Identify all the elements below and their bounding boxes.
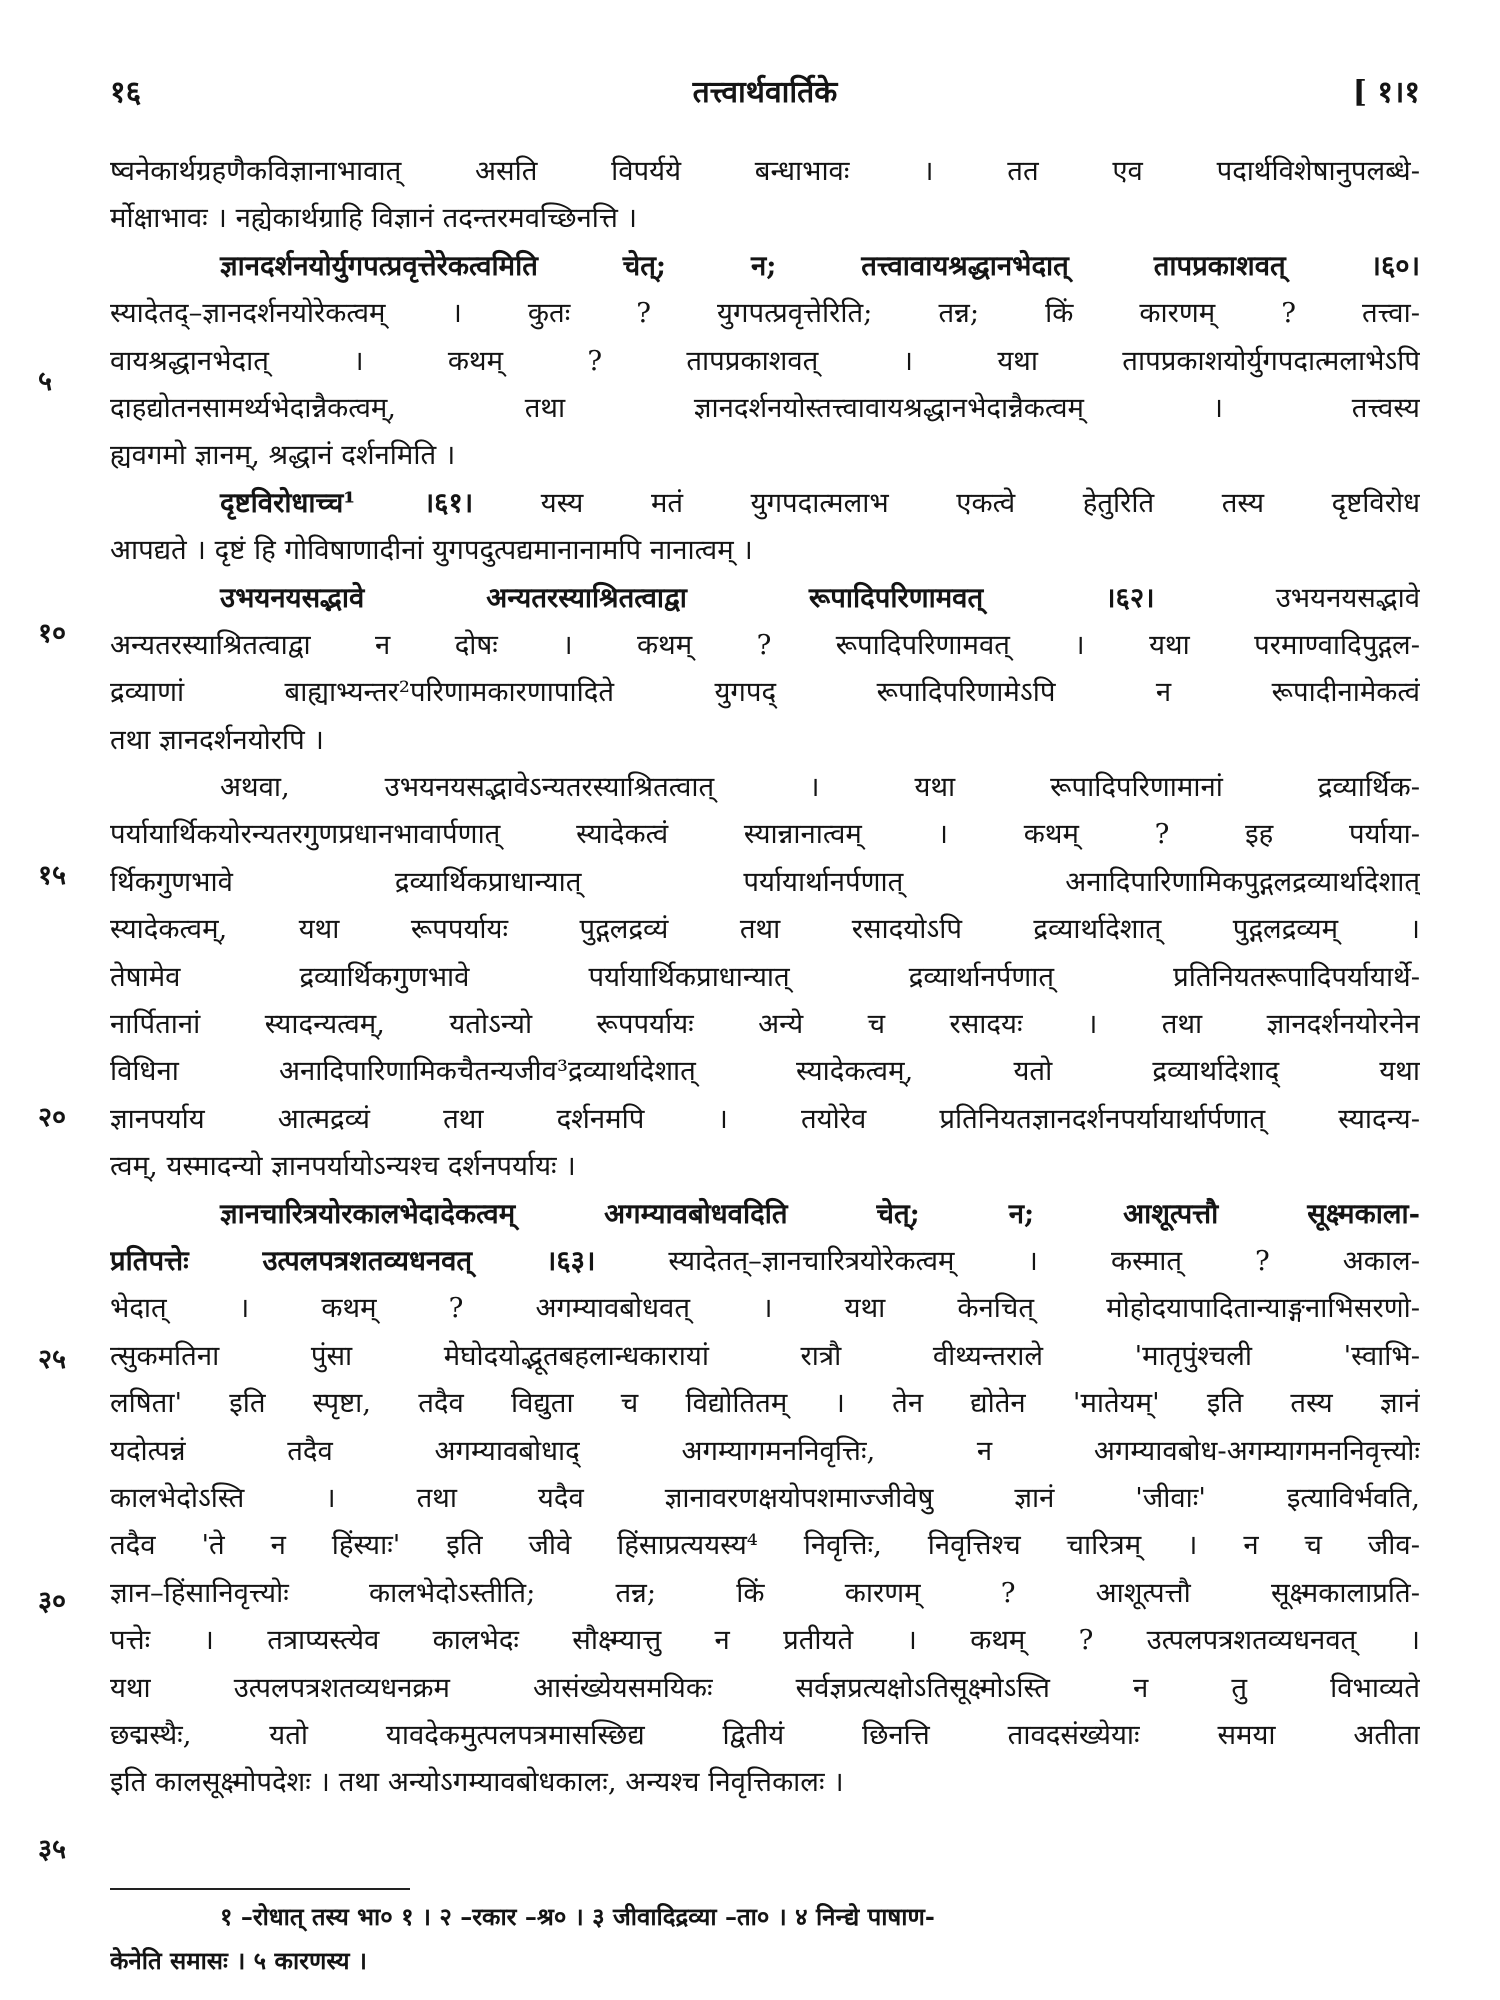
margin-line-number: ३५ — [38, 1834, 67, 1865]
text-line: तेषामेव द्रव्यार्थिकगुणभावे पर्यायार्थिकप्राधान्यात् द्रव्यार्थानर्पणात् प्रतिनियतरूपादिपर्यायार्थे- — [110, 960, 1420, 993]
text-line: छद्मस्थैः, यतो यावदेकमुत्पलपत्रमासस्छिद्य द्वितीयं छिनत्ति तावदसंख्येयाः समया अतीता — [110, 1718, 1420, 1751]
text-line: र्मोक्षाभावः । नह्येकार्थग्राहि विज्ञानं तदन्तरमवच्छिनत्ति । — [110, 202, 638, 235]
margin-line-number: ५ — [38, 366, 53, 397]
footnote-line: केनेति समासः । ५ कारणस्य । — [110, 1946, 368, 1975]
text-line: ज्ञानपर्याय आत्मद्रव्यं तथा दर्शनमपि । तयोरेव प्रतिनियतज्ञानदर्शनपर्यायार्थार्पणात् स्यादन्य- — [110, 1102, 1420, 1135]
footnotes — [110, 1895, 1420, 1983]
text-line: त्वम्, यस्मादन्यो ज्ञानपर्यायोऽन्यश्च दर्शनपर्यायः । — [110, 1150, 576, 1183]
margin-line-number: ३० — [38, 1586, 67, 1617]
text-line: इति कालसूक्ष्मोपदेशः । तथा अन्योऽगम्यावबोधकालः, अन्यश्च निवृत्तिकालः । — [110, 1766, 844, 1799]
page-number: १६ — [110, 75, 142, 110]
text-line: यथा उत्पलपत्रशतव्यधनक्रम आसंख्येयसमयिकः सर्वज्ञप्रत्यक्षोऽतिसूक्ष्मोऽस्ति न तु विभाव्यते — [110, 1671, 1420, 1704]
text-line: विधिना अनादिपारिणामिकचैतन्यजीव³द्रव्यार्थादेशात् स्यादेकत्वम्, यतो द्रव्यार्थादेशाद् यथा — [110, 1055, 1420, 1088]
section-reference: [ १।१ — [1352, 75, 1420, 110]
margin-line-number: १० — [38, 618, 67, 649]
text-line: स्यादेकत्वम्, यथा रूपपर्यायः पुद्गलद्रव्यं तथा रसादयोऽपि द्रव्यार्थादेशात् पुद्गलद्रव्यम् । — [110, 913, 1420, 946]
margin-line-number: २० — [38, 1102, 67, 1133]
margin-line-number: १५ — [38, 860, 67, 891]
text-line: ह्यवगमो ज्ञानम्, श्रद्धानं दर्शनमिति । — [110, 439, 456, 472]
sutra-line: प्रतिपत्तेः उत्पलपत्रशतव्यधनवत् ।६३। स्यादेतत्–ज्ञानचारित्रयोरेकत्वम् । कस्मात् ? अकाल- — [110, 1244, 1420, 1277]
text-line: द्रव्याणां बाह्याभ्यन्तर²परिणामकारणापादिते युगपद् रूपादिपरिणामेऽपि न रूपादीनामेकत्वं — [110, 676, 1420, 709]
text-line: तथा ज्ञानदर्शनयोरपि । — [110, 723, 324, 756]
text-line: पत्तेः । तत्राप्यस्त्येव कालभेदः सौक्ष्म्यात्तु न प्रतीयते । कथम् ? उत्पलपत्रशतव्यधनवत् । — [110, 1624, 1420, 1657]
text-line: वायश्रद्धानभेदात् । कथम् ? तापप्रकाशवत् । यथा तापप्रकाशयोर्युगपदात्मलाभेऽपि — [110, 344, 1420, 377]
text-line: अन्यतरस्याश्रितत्वाद्वा न दोषः । कथम् ? रूपादिपरिणामवत् । यथा परमाण्वादिपुद्गल- — [110, 628, 1420, 661]
sutra-line: ज्ञानदर्शनयोर्युगपत्प्रवृत्तेरेकत्वमिति चेत्; न; तत्त्वावायश्रद्धानभेदात् तापप्रकाशवत् ।६०। — [220, 249, 1420, 282]
text-line: अथवा, उभयनयसद्भावेऽन्यतरस्याश्रितत्वात् । यथा रूपादिपरिणामानां द्रव्यार्थिक- — [220, 771, 1420, 804]
sutra-line: ज्ञानचारित्रयोरकालभेदादेकत्वम् अगम्यावबोधवदिति चेत्; न; आशूत्पत्तौ सूक्ष्मकाला- — [220, 1197, 1420, 1230]
text-line: यदोत्पन्नं तदैव अगम्यावबोधाद् अगम्यागमननिवृत्तिः, न अगम्यावबोध-अगम्यागमननिवृत्त्योः — [110, 1434, 1420, 1467]
running-title: तत्त्वार्थवार्तिके — [692, 75, 838, 110]
text-line: नार्पितानां स्यादन्यत्वम्, यतोऽन्यो रूपपर्यायः अन्ये च रसादयः । तथा ज्ञानदर्शनयोरनेन — [110, 1008, 1420, 1041]
text-line: दाहद्योतनसामर्थ्यभेदान्नैकत्वम्, तथा ज्ञानदर्शनयोस्तत्त्वावायश्रद्धानभेदान्नैकत्वम् । तत्त्वस्य — [110, 391, 1420, 424]
margin-line-number: २५ — [38, 1344, 67, 1375]
footnote-line: १ –रोधात् तस्य भा० १ । २ –रकार –श्र० । ३ जीवादिद्रव्या –ता० । ४ निन्द्ये पाषाण- — [220, 1902, 935, 1931]
page-header — [110, 70, 1420, 120]
text-line: र्थिकगुणभावे द्रव्यार्थिकप्राधान्यात् पर्यायार्थानर्पणात् अनादिपारिणामिकपुद्गलद्रव्यार्थादेशात् — [110, 865, 1420, 898]
text-line: कालभेदोऽस्ति । तथा यदैव ज्ञानावरणक्षयोपशमाज्जीवेषु ज्ञानं 'जीवाः' इत्याविर्भवति, — [110, 1481, 1420, 1514]
text-line: ज्ञान–हिंसानिवृत्त्योः कालभेदोऽस्तीति; तन्न; किं कारणम् ? आशूत्पत्तौ सूक्ष्मकालाप्रति- — [110, 1576, 1420, 1609]
text-line: त्सुकमतिना पुंसा मेघोदयोद्भूतबहलान्धकारायां रात्रौ वीथ्यन्तराले 'मातृपुंश्चली 'स्वाभि- — [110, 1339, 1420, 1372]
text-line: आपद्यते । दृष्टं हि गोविषाणादीनां युगपदुत्पद्यमानानामपि नानात्वम् । — [110, 534, 753, 567]
text-line: स्यादेतद्–ज्ञानदर्शनयोरेकत्वम् । कुतः ? युगपत्प्रवृत्तेरिति; तन्न; किं कारणम् ? तत्त्वा- — [110, 297, 1420, 330]
text-line: ष्वनेकार्थग्रहणैकविज्ञानाभावात् असति विपर्यये बन्धाभावः । तत एव पदार्थविशेषानुपलब्धे- — [110, 155, 1420, 187]
text-line: पर्यायार्थिकयोरन्यतरगुणप्रधानभावार्पणात् स्यादेकत्वं स्यान्नानात्वम् । कथम् ? इह पर्याया- — [110, 818, 1420, 851]
footnote-divider — [110, 1888, 410, 1890]
sutra-line: उभयनयसद्भावे अन्यतरस्याश्रितत्वाद्वा रूपादिपरिणामवत् ।६२। उभयनयसद्भावे — [220, 581, 1420, 614]
text-line: लषिता' इति स्पृष्टा, तदैव विद्युता च विद्योतितम् । तेन द्योतेन 'मातेयम्' इति तस्य ज्ञानं — [110, 1387, 1420, 1420]
sutra-line: दृष्टविरोधाच्च¹ ।६१। यस्य मतं युगपदात्मलाभ एकत्वे हेतुरिति तस्य दृष्टविरोध — [220, 486, 1420, 519]
main-text — [110, 148, 1420, 1807]
text-line: भेदात् । कथम् ? अगम्यावबोधवत् । यथा केनचित् मोहोदयापादितान्याङ्गनाभिसरणो- — [110, 1292, 1420, 1325]
text-line: तदैव 'ते न हिंस्याः' इति जीवे हिंसाप्रत्ययस्य⁴ निवृत्तिः, निवृत्तिश्च चारित्रम् । न च जीव- — [110, 1529, 1420, 1562]
